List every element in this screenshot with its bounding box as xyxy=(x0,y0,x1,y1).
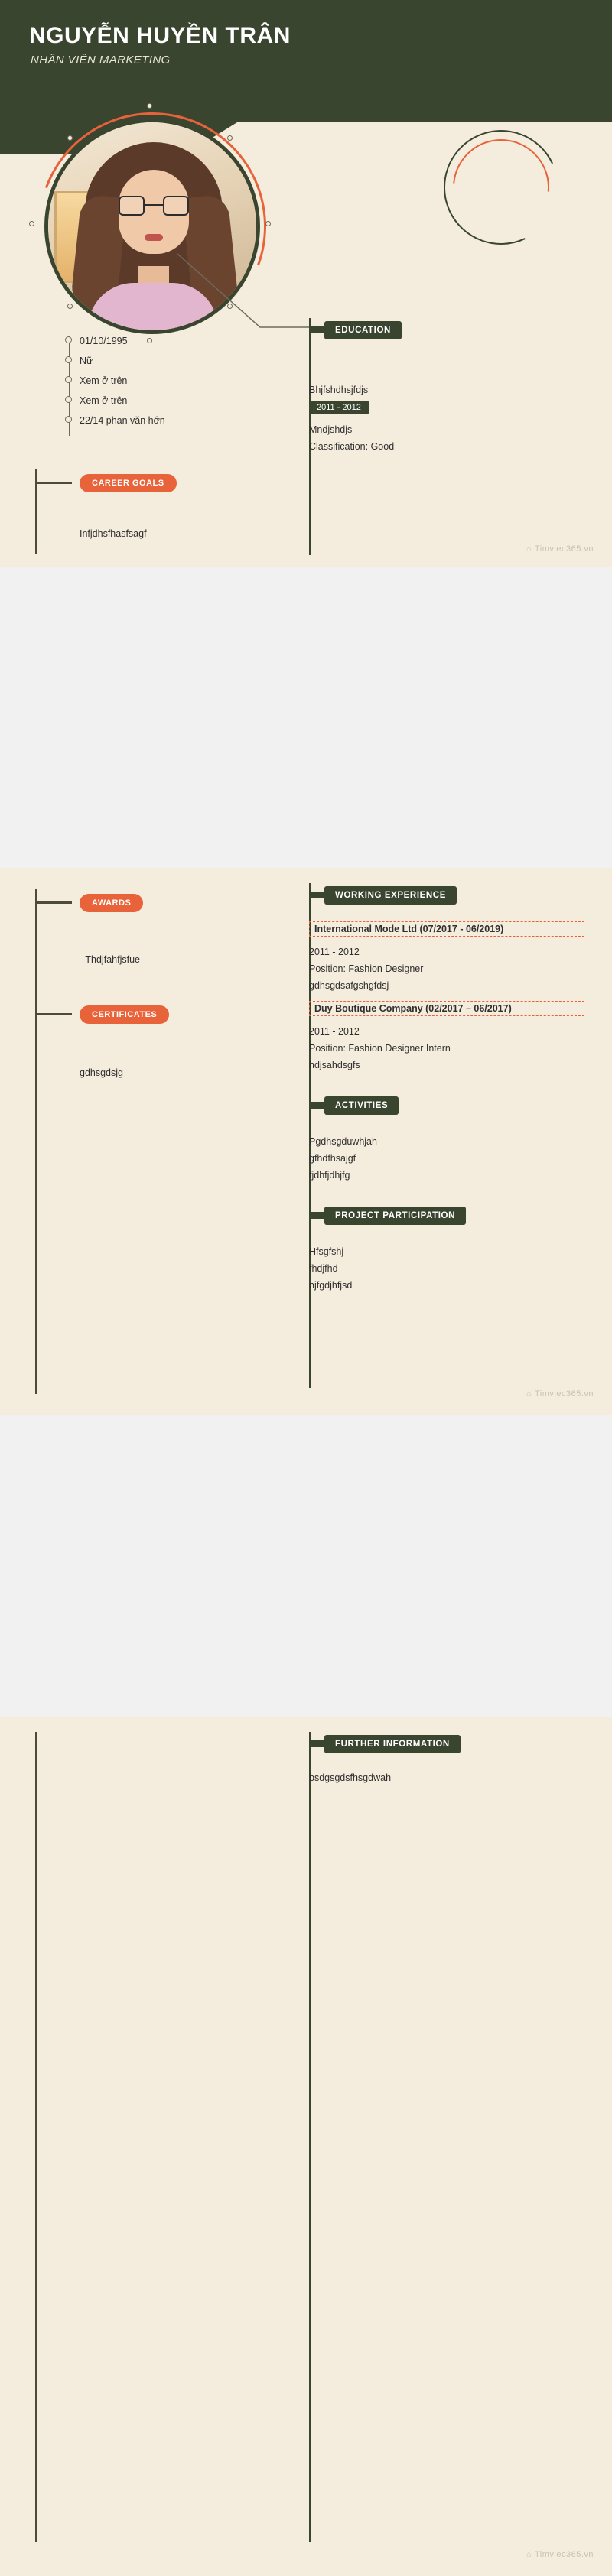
watermark xyxy=(526,1389,594,1398)
education-years: 2011 - 2012 xyxy=(309,401,369,414)
info-gender: Nữ xyxy=(80,356,93,366)
working-experience-bar xyxy=(309,892,326,898)
watermark-icon: ⌂ xyxy=(526,1389,532,1398)
candidate-name: NGUYỄN HUYỀN TRÂN xyxy=(29,23,291,48)
section-badge-working-experience: WORKING EXPERIENCE xyxy=(324,886,457,905)
section-badge-activities: ACTIVITIES xyxy=(324,1096,399,1115)
education-bar xyxy=(309,326,326,333)
education-classification: Classification: Good xyxy=(309,441,395,452)
right-column-rule-3 xyxy=(309,1732,311,2542)
activities-line-3: fjdhfjdhjfg xyxy=(309,1170,350,1181)
info-address: 22/14 phan văn hớn xyxy=(80,415,165,426)
job-position-1: Position: Fashion Designer xyxy=(309,963,424,974)
project-line-3: njfgdjhfjsd xyxy=(309,1280,353,1291)
section-badge-certificates: CERTIFICATES xyxy=(80,1005,169,1024)
education-major: Mndjshdjs xyxy=(309,424,353,435)
watermark xyxy=(526,544,594,554)
info-birthdate: 01/10/1995 xyxy=(80,336,128,346)
section-badge-career-goals: CAREER GOALS xyxy=(80,474,177,492)
project-line-2: fhdjfhd xyxy=(309,1263,338,1274)
info-node xyxy=(65,416,72,423)
watermark-text: Timviec365.vn xyxy=(534,544,594,554)
job-note-1: gdhsgdsafgshgfdsj xyxy=(309,980,389,991)
info-node xyxy=(65,356,72,363)
connector-line xyxy=(176,252,310,352)
certificates-tick xyxy=(35,1013,72,1015)
watermark xyxy=(526,2550,594,2559)
resume-sheet-2 xyxy=(0,868,612,1415)
further-information-body: bsdgsgdsfhsgdwah xyxy=(309,1772,392,1783)
job-position-2: Position: Fashion Designer Intern xyxy=(309,1043,451,1054)
activities-line-1: Pgdhsgduwhjah xyxy=(309,1136,377,1147)
section-badge-project-participation: PROJECT PARTICIPATION xyxy=(324,1207,466,1225)
activities-bar xyxy=(309,1102,326,1109)
candidate-job-title: NHÂN VIÊN MARKETING xyxy=(31,54,171,67)
career-goals-body: Infjdhsfhasfsagf xyxy=(80,528,147,539)
watermark-text: Timviec365.vn xyxy=(534,1389,594,1398)
job-years-2: 2011 - 2012 xyxy=(309,1026,360,1037)
career-goals-tick xyxy=(35,482,72,484)
info-node xyxy=(65,376,72,383)
resume-sheet-3 xyxy=(0,1717,612,2576)
education-school: Bhjfshdhsjfdjs xyxy=(309,385,369,395)
decorative-circles xyxy=(444,130,558,245)
project-participation-bar xyxy=(309,1212,326,1219)
left-column-rule-2 xyxy=(35,889,37,1394)
watermark-icon: ⌂ xyxy=(526,2550,532,2559)
job-title-2: Duy Boutique Company (02/2017 – 06/2017) xyxy=(309,1001,584,1016)
certificates-body: gdhsgdsjg xyxy=(80,1067,123,1078)
section-badge-awards: AWARDS xyxy=(80,894,143,912)
watermark-text: Timviec365.vn xyxy=(534,2550,594,2559)
awards-body: - Thdjfahfjsfue xyxy=(80,954,140,965)
resume-sheet-1 xyxy=(0,0,612,567)
job-note-2: hdjsahdsgfs xyxy=(309,1060,360,1070)
activities-line-2: gfhdfhsajgf xyxy=(309,1153,356,1164)
info-node xyxy=(65,336,72,343)
section-badge-education: EDUCATION xyxy=(324,321,402,339)
further-information-bar xyxy=(309,1740,326,1747)
info-phone: Xem ở trên xyxy=(80,375,128,386)
project-line-1: Hfsgfshj xyxy=(309,1246,344,1257)
job-years-1: 2011 - 2012 xyxy=(309,947,360,957)
info-email: Xem ở trên xyxy=(80,395,128,406)
watermark-icon: ⌂ xyxy=(526,544,532,554)
job-title-1: International Mode Ltd (07/2017 - 06/2019) xyxy=(309,921,584,937)
left-column-rule-3 xyxy=(35,1732,37,2542)
section-badge-further-information: FURTHER INFORMATION xyxy=(324,1735,461,1753)
info-node xyxy=(65,396,72,403)
awards-tick xyxy=(35,901,72,904)
